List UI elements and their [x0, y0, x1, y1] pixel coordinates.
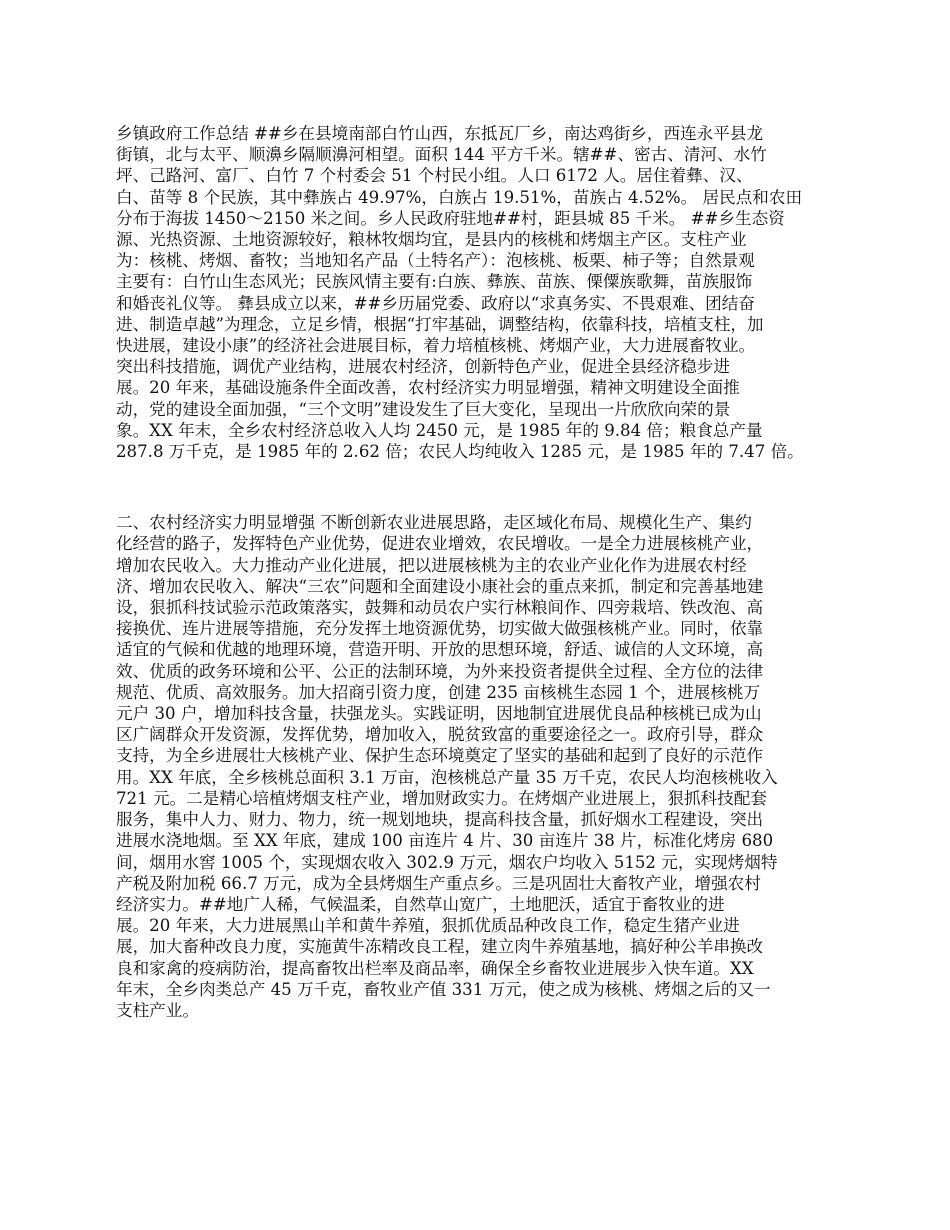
body-paragraph-1: 乡镇政府工作总结 ##乡在县境南部白竹山西，东抵瓦厂乡，南达鸡街乡，西连永平县龙 街镇，北与太平、顺濞乡隔顺濞河相望。面积 144 平方千米。辖##、密古、清河、水竹 坪、己路河、富厂、白竹 7 个村委会 51 个村民小组。人口 6172 人。居住着彝、汉、 白、苗等 8 个民族，其中彝族占 49.97%，白族占 19.51%，苗族占 4.52%。 居民点和农田 分布于海拔 1450～2150 米之间。乡人民政府驻地##村，距县城 85 千米。 ##乡生态资 源、光热资源、土地资源较好，粮林牧烟均宜，是县内的核桃和烤烟主产区。支柱产业 为：核桃、烤烟、畜牧；当地知名产品（土特名产）：泡核桃、板栗、柿子等；自然景观 主要有：白竹山生态风光；民族风情主要有:白族、彝族、苗族、傈僳族歌舞，苗族服饰 和婚丧礼仪等。 彝县成立以来，##乡历届党委、政府以“求真务实、不畏艰难、团结奋 进、制造卓越”为理念，立足乡情，根据“打牢基础，调整结构，依靠科技，培植支柱，加 快进展，建设小康”的经济社会进展目标，着力培植核桃、烤烟产业，大力进展畜牧业。 突出科技措施，调优产业结构，进展农村经济，创新特色产业，促进全县经济稳步进 展。20 年来，基础设施条件全面改善，农村经济实力明显增强，精神文明建设全面推 动，党的建设全面加强，“三个文明”建设发生了巨大变化，呈现出一片欣欣向荣的景 象。XX 年末，全乡农村经济总收入人均 2450 元，是 1985 年的 9.84 倍；粮食总产量 287.8 万千克，是 1985 年的 2.62 倍；农民人均纯收入 1285 元，是 1985 年的 7.47 倍。: [116, 124, 804, 462]
body-paragraph-2: 二、农村经济实力明显增强 不断创新农业进展思路，走区域化布局、规模化生产、集约 化经营的路子，发挥特色产业优势，促进农业增效，农民增收。一是全力进展核桃产业， 增加农民收入。大力推动产业化进展，把以进展核桃为主的农业产业化作为进展农村经 济、增加农民收入、解决“三农”问题和全面建设小康社会的重点来抓，制定和完善基地建 设，狠抓科技试验示范政策落实，鼓舞和动员农户实行林粮间作、四旁栽培、铁改泡、高 接换优、连片进展等措施，充分发挥土地资源优势，切实做大做强核桃产业。同时，依靠 适宜的气候和优越的地理环境，营造开明、开放的思想环境，舒适、诚信的人文环境，高 效、优质的政务环境和公平、公正的法制环境，为外来投资者提供全过程、全方位的法律 规范、优质、高效服务。加大招商引资力度，创建 235 亩核桃生态园 1 个，进展核桃万 元户 30 户，增加科技含量，扶强龙头。实践证明，因地制宜进展优良品种核桃已成为山 区广阔群众开发资源，发挥优势，增加收入，脱贫致富的重要途径之一。政府引导，群众 支持，为全乡进展壮大核桃产业、保护生态环境奠定了坚实的基础和起到了良好的示范作 用。XX 年底，全乡核桃总面积 3.1 万亩，泡核桃总产量 35 万千克，农民人均泡核桃收入 721 元。二是精心培植烤烟支柱产业，增加财政实力。在烤烟产业进展上，狠抓科技配套 服务，集中人力、财力、物力，统一规划地块，提高科技含量，抓好烟水工程建设，突出 进展水浇地烟。至 XX 年底，建成 100 亩连片 4 片、30 亩连片 38 片，标准化烤房 680 间，烟用水窖 1005 个，实现烟农收入 302.9 万元，烟农户均收入 5152 元，实现烤烟特 产税及附加税 66.7 万元，成为全县烤烟生产重点乡。三是巩固壮大畜牧产业，增强农村 经济实力。##地广人稀，气候温柔，自然草山宽广，土地肥沃，适宜于畜牧业的进 展。20 年来，大力进展黑山羊和黄牛养殖，狠抓优质品种改良工作，稳定生猪产业进 展，加大畜种改良力度，实施黄牛冻精改良工程，建立肉牛养殖基地，搞好种公羊串换改 良和家禽的疫病防治，提高畜牧出栏率及商品率，确保全乡畜牧业进展步入快车道。XX 年末，全乡肉类总产 45 万千克，畜牧业产值 331 万元，使之成为核桃、烤烟之后的又一 支柱产业。: [116, 513, 778, 1020]
document-page: [116, 123, 836, 1021]
paragraph-spacer: [116, 462, 836, 512]
